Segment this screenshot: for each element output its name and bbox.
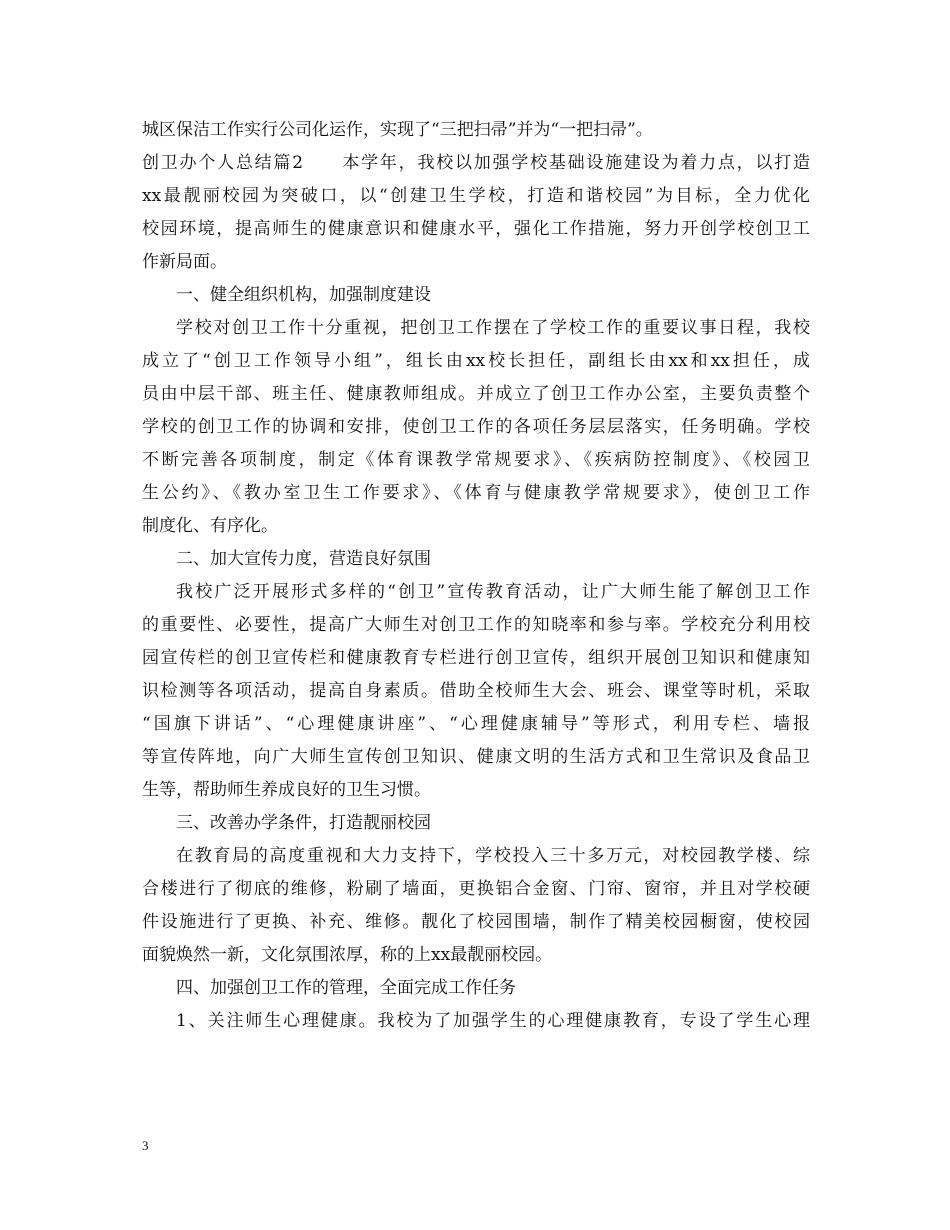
- page-number: 3: [142, 1138, 149, 1153]
- text-line: 我校广泛开展形式多样的“创卫”宣传教育活动，让广大师生能了解创卫工作: [176, 582, 810, 602]
- text-line: 二、加大宣传力度，营造良好氛围: [176, 549, 431, 569]
- text-line: 学校对创卫工作十分重视，把创卫工作摆在了学校工作的重要议事日程，我校: [176, 318, 810, 338]
- text-line: 合楼进行了彻底的维修，粉刷了墙面，更换铝合金窗、门帘、窗帘，并且对学校硬: [142, 879, 810, 899]
- text-line: 制度化、有序化。: [142, 516, 278, 536]
- text-line: 件设施进行了更换、补充、维修。靓化了校园围墙，制作了精美校园橱窗，使校园: [142, 912, 810, 932]
- text-line: “国旗下讲话”、“心理健康讲座”、“心理健康辅导”等形式，利用专栏、墙报: [142, 714, 810, 734]
- text-line: 生等，帮助师生养成良好的卫生习惯。: [142, 780, 431, 800]
- text-line: 园宣传栏的创卫宣传栏和健康教育专栏进行创卫宣传，组织开展创卫知识和健康知: [142, 648, 810, 668]
- document-body: [142, 114, 810, 1038]
- text-line: 在教育局的高度重视和大力支持下，学校投入三十多万元，对校园教学楼、综: [176, 846, 810, 866]
- text-line: 的重要性、必要性，提高广大师生对创卫工作的知晓率和参与率。学校充分利用校: [142, 615, 810, 635]
- text-line: 创卫办个人总结篇2 本学年，我校以加强学校基础设施建设为着力点，以打造: [142, 153, 810, 173]
- text-line: 1、关注师生心理健康。我校为了加强学生的心理健康教育，专设了学生心理: [176, 1011, 810, 1031]
- text-line: 等宣传阵地，向广大师生宣传创卫知识、健康文明的生活方式和卫生常识及食品卫: [142, 747, 810, 767]
- text-line: 员由中层干部、班主任、健康教师组成。并成立了创卫工作办公室，主要负责整个: [142, 384, 810, 404]
- text-line: 城区保洁工作实行公司化运作，实现了“三把扫帚”并为“一把扫帚”。: [142, 120, 653, 140]
- text-line: 一、健全组织机构，加强制度建设: [176, 285, 431, 305]
- text-line: 面貌焕然一新，文化氛围浓厚，称的上xx最靓丽校园。: [142, 945, 553, 965]
- text-line: 学校的创卫工作的协调和安排，使创卫工作的各项任务层层落实，任务明确。学校: [142, 417, 810, 437]
- text-line: xx最靓丽校园为突破口，以“创建卫生学校，打造和谐校园”为目标，全力优化: [142, 186, 810, 206]
- text-line: 三、改善办学条件，打造靓丽校园: [176, 813, 431, 833]
- text-line: 四、加强创卫工作的管理，全面完成工作任务: [176, 978, 516, 998]
- text-line: 作新局面。: [142, 252, 227, 272]
- text-line: 识检测等各项活动，提高自身素质。借助全校师生大会、班会、课堂等时机，采取: [142, 681, 810, 701]
- text-line: 不断完善各项制度，制定《体育课教学常规要求》、《疾病防控制度》、《校园卫: [142, 450, 810, 470]
- text-line: 生公约》、《教办室卫生工作要求》、《体育与健康教学常规要求》，使创卫工作: [142, 483, 810, 503]
- text-line: 成立了“创卫工作领导小组”，组长由xx校长担任，副组长由xx和xx担任，成: [142, 351, 810, 371]
- text-line: 校园环境，提高师生的健康意识和健康水平，强化工作措施，努力开创学校创卫工: [142, 219, 810, 239]
